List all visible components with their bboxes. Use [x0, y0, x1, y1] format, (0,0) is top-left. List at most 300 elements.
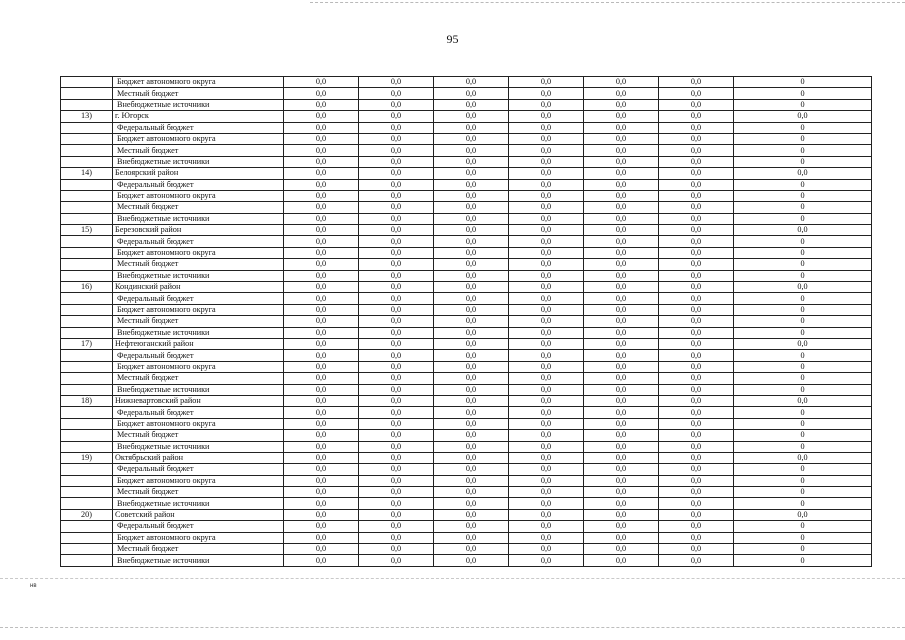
value-cell: 0,0 [434, 350, 509, 361]
value-cell: 0,0 [359, 452, 434, 463]
value-cell: 0 [734, 441, 872, 452]
value-cell: 0,0 [659, 213, 734, 224]
value-cell: 0,0 [434, 304, 509, 315]
row-number: 14) [61, 168, 113, 179]
row-label: Бюджет автономного округа [113, 361, 284, 372]
value-cell: 0,0 [284, 361, 359, 372]
row-number [61, 316, 113, 327]
value-cell: 0,0 [509, 190, 584, 201]
value-cell: 0,0 [509, 247, 584, 258]
value-cell: 0,0 [359, 418, 434, 429]
row-label: Местный бюджет [113, 373, 284, 384]
value-cell: 0,0 [434, 145, 509, 156]
value-cell: 0,0 [659, 145, 734, 156]
value-cell: 0,0 [584, 555, 659, 566]
value-cell: 0 [734, 145, 872, 156]
value-cell: 0,0 [584, 487, 659, 498]
row-number [61, 407, 113, 418]
value-cell: 0 [734, 521, 872, 532]
value-cell: 0,0 [584, 395, 659, 406]
value-cell: 0,0 [359, 544, 434, 555]
value-cell: 0,0 [284, 487, 359, 498]
table-row [61, 418, 872, 429]
value-cell: 0,0 [509, 338, 584, 349]
value-cell: 0,0 [434, 544, 509, 555]
value-cell: 0,0 [359, 282, 434, 293]
value-cell: 0,0 [284, 282, 359, 293]
row-label: Федеральный бюджет [113, 521, 284, 532]
value-cell: 0,0 [509, 361, 584, 372]
value-cell: 0,0 [359, 122, 434, 133]
value-cell: 0,0 [659, 361, 734, 372]
row-number [61, 304, 113, 315]
table-row [61, 464, 872, 475]
value-cell: 0,0 [584, 338, 659, 349]
table-row [61, 156, 872, 167]
value-cell: 0,0 [359, 225, 434, 236]
row-label: Местный бюджет [113, 487, 284, 498]
row-number [61, 418, 113, 429]
table-row [61, 111, 872, 122]
value-cell: 0 [734, 179, 872, 190]
value-cell: 0,0 [509, 156, 584, 167]
value-cell: 0,0 [659, 555, 734, 566]
row-number [61, 270, 113, 281]
value-cell: 0,0 [509, 521, 584, 532]
value-cell: 0,0 [284, 122, 359, 133]
row-label: Внебюджетные источники [113, 156, 284, 167]
value-cell: 0,0 [434, 555, 509, 566]
value-cell: 0,0 [284, 327, 359, 338]
value-cell: 0,0 [359, 179, 434, 190]
value-cell: 0,0 [659, 293, 734, 304]
value-cell: 0,0 [509, 509, 584, 520]
value-cell: 0,0 [359, 202, 434, 213]
value-cell: 0,0 [284, 259, 359, 270]
row-label: Березовский район [113, 225, 284, 236]
value-cell: 0 [734, 156, 872, 167]
value-cell: 0,0 [284, 213, 359, 224]
value-cell: 0,0 [284, 77, 359, 88]
value-cell: 0,0 [584, 202, 659, 213]
value-cell: 0,0 [359, 213, 434, 224]
value-cell: 0,0 [359, 430, 434, 441]
value-cell: 0,0 [359, 498, 434, 509]
value-cell: 0,0 [509, 77, 584, 88]
table-row [61, 259, 872, 270]
value-cell: 0,0 [509, 498, 584, 509]
value-cell: 0,0 [284, 99, 359, 110]
value-cell: 0,0 [284, 509, 359, 520]
table-row [61, 544, 872, 555]
value-cell: 0 [734, 555, 872, 566]
value-cell: 0,0 [284, 407, 359, 418]
row-label: Внебюджетные источники [113, 384, 284, 395]
value-cell: 0,0 [659, 168, 734, 179]
value-cell: 0,0 [434, 99, 509, 110]
value-cell: 0,0 [584, 111, 659, 122]
row-label: г. Югорск [113, 111, 284, 122]
table-row [61, 77, 872, 88]
value-cell: 0,0 [734, 168, 872, 179]
row-label: Бюджет автономного округа [113, 247, 284, 258]
table-row [61, 407, 872, 418]
value-cell: 0,0 [659, 475, 734, 486]
table-row [61, 509, 872, 520]
value-cell: 0,0 [659, 122, 734, 133]
value-cell: 0,0 [584, 99, 659, 110]
value-cell: 0 [734, 384, 872, 395]
table-row [61, 350, 872, 361]
value-cell: 0,0 [584, 77, 659, 88]
value-cell: 0,0 [359, 441, 434, 452]
value-cell: 0,0 [509, 316, 584, 327]
row-number: 13) [61, 111, 113, 122]
value-cell: 0,0 [359, 384, 434, 395]
value-cell: 0,0 [509, 350, 584, 361]
value-cell: 0,0 [584, 145, 659, 156]
value-cell: 0,0 [284, 395, 359, 406]
value-cell: 0,0 [284, 145, 359, 156]
row-label: Федеральный бюджет [113, 122, 284, 133]
value-cell: 0,0 [509, 99, 584, 110]
row-number: 16) [61, 282, 113, 293]
value-cell: 0,0 [509, 407, 584, 418]
value-cell: 0 [734, 133, 872, 144]
value-cell: 0,0 [659, 77, 734, 88]
value-cell: 0,0 [659, 487, 734, 498]
table-row [61, 361, 872, 372]
value-cell: 0,0 [434, 190, 509, 201]
value-cell: 0,0 [659, 327, 734, 338]
value-cell: 0,0 [359, 395, 434, 406]
table-row [61, 532, 872, 543]
value-cell: 0,0 [434, 111, 509, 122]
value-cell: 0,0 [659, 179, 734, 190]
value-cell: 0,0 [584, 430, 659, 441]
value-cell: 0,0 [284, 190, 359, 201]
value-cell: 0,0 [434, 133, 509, 144]
value-cell: 0,0 [284, 464, 359, 475]
table-row [61, 327, 872, 338]
value-cell: 0,0 [584, 452, 659, 463]
value-cell: 0,0 [434, 430, 509, 441]
value-cell: 0,0 [359, 168, 434, 179]
table-row [61, 122, 872, 133]
row-number [61, 350, 113, 361]
value-cell: 0,0 [284, 270, 359, 281]
row-number: 17) [61, 338, 113, 349]
value-cell: 0,0 [509, 133, 584, 144]
value-cell: 0,0 [509, 111, 584, 122]
value-cell: 0,0 [434, 88, 509, 99]
value-cell: 0,0 [359, 327, 434, 338]
value-cell: 0,0 [359, 270, 434, 281]
value-cell: 0,0 [434, 487, 509, 498]
value-cell: 0,0 [359, 350, 434, 361]
value-cell: 0,0 [359, 338, 434, 349]
value-cell: 0,0 [584, 316, 659, 327]
value-cell: 0,0 [434, 498, 509, 509]
value-cell: 0,0 [284, 555, 359, 566]
value-cell: 0,0 [584, 282, 659, 293]
value-cell: 0,0 [359, 190, 434, 201]
value-cell: 0,0 [509, 122, 584, 133]
value-cell: 0,0 [284, 111, 359, 122]
table-row [61, 270, 872, 281]
value-cell: 0,0 [434, 270, 509, 281]
page-number: 95 [446, 32, 459, 46]
value-cell: 0 [734, 213, 872, 224]
value-cell: 0,0 [584, 384, 659, 395]
value-cell: 0,0 [434, 384, 509, 395]
value-cell: 0,0 [434, 236, 509, 247]
value-cell: 0,0 [584, 293, 659, 304]
value-cell: 0,0 [359, 259, 434, 270]
value-cell: 0,0 [284, 179, 359, 190]
value-cell: 0,0 [359, 521, 434, 532]
value-cell: 0 [734, 88, 872, 99]
value-cell: 0,0 [359, 373, 434, 384]
value-cell: 0,0 [434, 225, 509, 236]
table-row [61, 316, 872, 327]
value-cell: 0,0 [509, 213, 584, 224]
table-row [61, 521, 872, 532]
value-cell: 0,0 [584, 544, 659, 555]
value-cell: 0,0 [284, 418, 359, 429]
value-cell: 0,0 [509, 441, 584, 452]
value-cell: 0 [734, 247, 872, 258]
value-cell: 0,0 [434, 452, 509, 463]
value-cell: 0,0 [359, 236, 434, 247]
value-cell: 0,0 [359, 88, 434, 99]
value-cell: 0,0 [509, 464, 584, 475]
value-cell: 0,0 [434, 418, 509, 429]
value-cell: 0,0 [509, 430, 584, 441]
value-cell: 0 [734, 361, 872, 372]
value-cell: 0,0 [509, 384, 584, 395]
value-cell: 0,0 [734, 452, 872, 463]
value-cell: 0 [734, 430, 872, 441]
row-number [61, 441, 113, 452]
value-cell: 0,0 [659, 509, 734, 520]
row-label: Бюджет автономного округа [113, 418, 284, 429]
value-cell: 0,0 [659, 190, 734, 201]
table-row [61, 213, 872, 224]
value-cell: 0 [734, 327, 872, 338]
value-cell: 0,0 [359, 111, 434, 122]
row-number [61, 259, 113, 270]
value-cell: 0,0 [584, 225, 659, 236]
table-row [61, 338, 872, 349]
value-cell: 0,0 [359, 464, 434, 475]
value-cell: 0,0 [509, 555, 584, 566]
table-row [61, 395, 872, 406]
value-cell: 0,0 [584, 509, 659, 520]
value-cell: 0,0 [509, 373, 584, 384]
value-cell: 0,0 [659, 350, 734, 361]
value-cell: 0,0 [584, 259, 659, 270]
value-cell: 0 [734, 293, 872, 304]
value-cell: 0,0 [434, 168, 509, 179]
value-cell: 0,0 [434, 259, 509, 270]
value-cell: 0,0 [359, 487, 434, 498]
value-cell: 0 [734, 464, 872, 475]
row-label: Бюджет автономного округа [113, 532, 284, 543]
value-cell: 0,0 [584, 350, 659, 361]
value-cell: 0 [734, 532, 872, 543]
row-label: Местный бюджет [113, 145, 284, 156]
table-row [61, 304, 872, 315]
row-number [61, 122, 113, 133]
value-cell: 0,0 [659, 395, 734, 406]
table-row [61, 179, 872, 190]
value-cell: 0,0 [659, 270, 734, 281]
value-cell: 0,0 [584, 88, 659, 99]
table-row [61, 99, 872, 110]
table-row [61, 293, 872, 304]
row-label: Федеральный бюджет [113, 350, 284, 361]
value-cell: 0,0 [659, 304, 734, 315]
value-cell: 0,0 [734, 338, 872, 349]
value-cell: 0,0 [284, 304, 359, 315]
row-label: Кондинский район [113, 282, 284, 293]
row-number [61, 475, 113, 486]
table-row [61, 190, 872, 201]
value-cell: 0,0 [509, 259, 584, 270]
value-cell: 0 [734, 259, 872, 270]
value-cell: 0,0 [284, 521, 359, 532]
row-number: 18) [61, 395, 113, 406]
value-cell: 0,0 [659, 384, 734, 395]
row-number [61, 487, 113, 498]
value-cell: 0,0 [359, 475, 434, 486]
value-cell: 0,0 [434, 509, 509, 520]
value-cell: 0,0 [659, 441, 734, 452]
value-cell: 0,0 [359, 247, 434, 258]
value-cell: 0,0 [284, 384, 359, 395]
value-cell: 0,0 [584, 270, 659, 281]
value-cell: 0,0 [434, 373, 509, 384]
value-cell: 0,0 [659, 544, 734, 555]
value-cell: 0,0 [434, 475, 509, 486]
value-cell: 0,0 [359, 316, 434, 327]
value-cell: 0,0 [659, 259, 734, 270]
value-cell: 0 [734, 418, 872, 429]
value-cell: 0,0 [284, 452, 359, 463]
row-number: 15) [61, 225, 113, 236]
value-cell: 0,0 [659, 316, 734, 327]
value-cell: 0,0 [584, 168, 659, 179]
table-row [61, 384, 872, 395]
scan-edge-mid [0, 578, 905, 579]
value-cell: 0,0 [284, 498, 359, 509]
row-label: Местный бюджет [113, 88, 284, 99]
value-cell: 0,0 [509, 452, 584, 463]
value-cell: 0,0 [359, 99, 434, 110]
row-label: Советский район [113, 509, 284, 520]
value-cell: 0,0 [659, 282, 734, 293]
row-number [61, 464, 113, 475]
value-cell: 0,0 [284, 475, 359, 486]
row-label: Внебюджетные источники [113, 498, 284, 509]
value-cell: 0,0 [584, 213, 659, 224]
value-cell: 0,0 [509, 168, 584, 179]
value-cell: 0,0 [284, 156, 359, 167]
row-number [61, 202, 113, 213]
row-number [61, 373, 113, 384]
value-cell: 0 [734, 236, 872, 247]
value-cell: 0,0 [359, 555, 434, 566]
value-cell: 0 [734, 487, 872, 498]
row-label: Бюджет автономного округа [113, 190, 284, 201]
value-cell: 0,0 [284, 168, 359, 179]
row-number [61, 133, 113, 144]
budget-table-body [61, 77, 872, 567]
value-cell: 0,0 [509, 236, 584, 247]
value-cell: 0,0 [284, 350, 359, 361]
row-number: 20) [61, 509, 113, 520]
value-cell: 0 [734, 407, 872, 418]
value-cell: 0,0 [584, 190, 659, 201]
value-cell: 0,0 [284, 430, 359, 441]
row-number [61, 156, 113, 167]
value-cell: 0,0 [509, 202, 584, 213]
table-row [61, 225, 872, 236]
value-cell: 0,0 [584, 521, 659, 532]
row-label: Бюджет автономного округа [113, 304, 284, 315]
value-cell: 0,0 [284, 225, 359, 236]
row-label: Внебюджетные источники [113, 99, 284, 110]
value-cell: 0,0 [284, 373, 359, 384]
row-number [61, 430, 113, 441]
row-label: Федеральный бюджет [113, 179, 284, 190]
value-cell: 0,0 [659, 521, 734, 532]
value-cell: 0,0 [509, 487, 584, 498]
value-cell: 0,0 [659, 88, 734, 99]
table-row [61, 133, 872, 144]
value-cell: 0,0 [659, 373, 734, 384]
row-number: 19) [61, 452, 113, 463]
value-cell: 0,0 [509, 270, 584, 281]
value-cell: 0,0 [584, 532, 659, 543]
row-label: Бюджет автономного округа [113, 77, 284, 88]
value-cell: 0,0 [659, 202, 734, 213]
value-cell: 0,0 [584, 179, 659, 190]
value-cell: 0,0 [284, 316, 359, 327]
table-row [61, 487, 872, 498]
row-label: Местный бюджет [113, 316, 284, 327]
value-cell: 0 [734, 190, 872, 201]
value-cell: 0,0 [659, 430, 734, 441]
value-cell: 0,0 [584, 475, 659, 486]
value-cell: 0,0 [359, 293, 434, 304]
table-row [61, 145, 872, 156]
row-number [61, 88, 113, 99]
value-cell: 0,0 [659, 133, 734, 144]
row-number [61, 555, 113, 566]
value-cell: 0,0 [584, 498, 659, 509]
value-cell: 0,0 [584, 133, 659, 144]
value-cell: 0,0 [509, 544, 584, 555]
value-cell: 0,0 [284, 133, 359, 144]
value-cell: 0,0 [584, 156, 659, 167]
row-label: Нефтеюганский район [113, 338, 284, 349]
value-cell: 0,0 [434, 316, 509, 327]
value-cell: 0,0 [734, 282, 872, 293]
table-row [61, 282, 872, 293]
row-label: Внебюджетные источники [113, 213, 284, 224]
